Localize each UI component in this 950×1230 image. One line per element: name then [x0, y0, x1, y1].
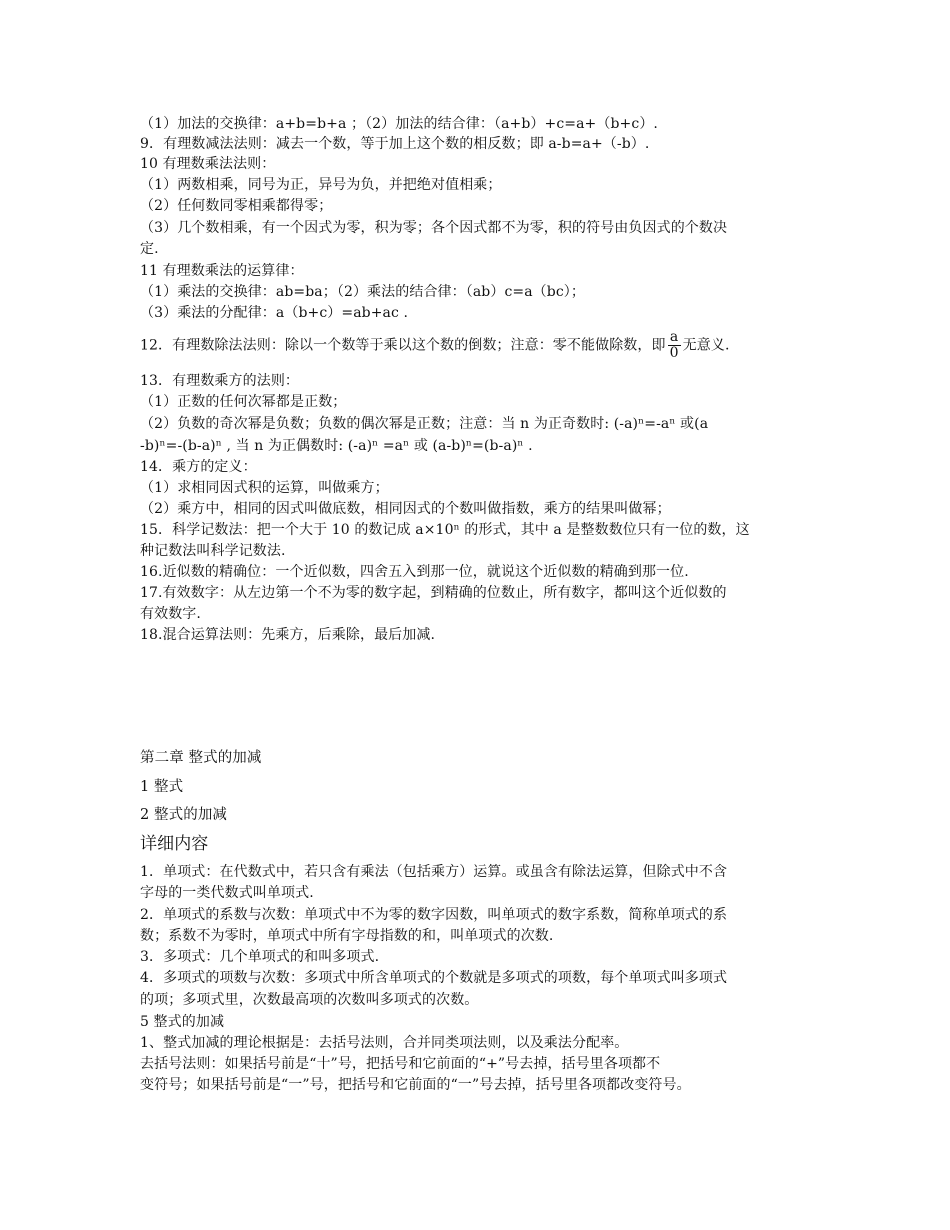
- text-line: 定.: [140, 241, 159, 257]
- text-line: （2）负数的奇次幂是负数；负数的偶次幂是正数；注意：当 n 为正奇数时: (-a)ⁿ=-aⁿ 或(a: [140, 416, 709, 432]
- text-line: （1）正数的任何次幂都是正数；: [140, 394, 347, 410]
- text-line: （1）乘法的交换律：ab=ba；（2）乘法的结合律：（ab）c=a（bc）；: [140, 284, 585, 300]
- text-line: 1．单项式：在代数式中，若只含有乘法（包括乘方）运算。或虽含有除法运算，但除式中不含: [140, 864, 728, 880]
- text-line: 1、整式加减的理论根据是：去括号法则，合并同类项法则，以及乘法分配率。: [140, 1035, 629, 1051]
- text-line: 字母的一类代数式叫单项式.: [140, 885, 314, 901]
- text-line: 4．多项式的项数与次数：多项式中所含单项式的个数就是多项式的项数，每个单项式叫多项式: [140, 970, 728, 986]
- text-line: 11 有理数乘法的运算律：: [140, 263, 304, 279]
- text-line: 变符号；如果括号前是“一”号，把括号和它前面的“一”号去掉，括号里各项都改变符号。: [140, 1077, 691, 1093]
- text-line: 10 有理数乘法法则：: [140, 156, 276, 172]
- outline-item: 1 整式: [140, 779, 184, 795]
- chapter-title: 第二章 整式的加减: [140, 750, 262, 766]
- text-line: 9．有理数减法法则：减去一个数，等于加上这个数的相反数；即 a-b=a+（-b）.: [140, 136, 650, 152]
- text-line: （3）乘法的分配律：a（b+c）=ab+ac .: [140, 305, 409, 321]
- text-line: 14．乘方的定义：: [140, 459, 257, 475]
- fraction-denominator: 0: [669, 345, 679, 361]
- text-line: （3）几个数相乘，有一个因式为零，积为零；各个因式都不为零，积的符号由负因式的个数决: [140, 220, 728, 236]
- division-rule-line: [140, 330, 820, 361]
- text-line: 的项；多项式里，次数最高项的次数叫多项式的次数。: [140, 992, 479, 1008]
- detail-heading: 详细内容: [140, 834, 209, 854]
- text-line: 15．科学记数法：把一个大于 10 的数记成 a×10ⁿ 的形式，其中 a 是整数数位只有一位的数，这: [140, 522, 750, 538]
- text-line: （1）两数相乘，同号为正，异号为负，并把绝对值相乘；: [140, 177, 502, 193]
- text-line: 5 整式的加减: [140, 1014, 225, 1030]
- text-line: 18.混合运算法则：先乘方，后乘除，最后加减.: [140, 627, 436, 643]
- text-line: 2．单项式的系数与次数：单项式中不为零的数字因数，叫单项式的数字系数，简称单项式的系: [140, 907, 728, 923]
- text-line: 数；系数不为零时，单项式中所有字母指数的和，叫单项式的次数.: [140, 928, 554, 944]
- outline-item: 2 整式的加减: [140, 807, 228, 823]
- division-rule-text: 12．有理数除法法则：除以一个数等于乘以这个数的倒数；注意：零不能做除数，即: [140, 337, 666, 354]
- text-line: （1）求相同因式积的运算，叫做乘方；: [140, 480, 389, 496]
- fraction-a-over-zero: [668, 330, 681, 361]
- text-line: 去括号法则：如果括号前是“十”号，把括号和它前面的“+”号去掉，括号里各项都不: [140, 1056, 661, 1072]
- text-line: （2）乘方中，相同的因式叫做底数，相同因式的个数叫做指数，乘方的结果叫做幂；: [140, 501, 671, 517]
- text-line: 种记数法叫科学记数法.: [140, 543, 286, 559]
- text-line: 17.有效数字：从左边第一个不为零的数字起，到精确的位数止，所有数字，都叫这个近似数的: [140, 585, 727, 601]
- text-line: 16.近似数的精确位：一个近似数，四舍五入到那一位，就说这个近似数的精确到那一位.: [140, 564, 689, 580]
- text-line: （1）加法的交换律：a+b=b+a ；（2）加法的结合律：（a+b）+c=a+（b+c）.: [140, 116, 658, 132]
- fraction-numerator: a: [668, 330, 681, 346]
- text-line: （2）任何数同零相乘都得零；: [140, 198, 333, 214]
- text-line: 3．多项式：几个单项式的和叫多项式.: [140, 949, 380, 965]
- text-line: 13．有理数乘方的法则：: [140, 373, 300, 389]
- text-line: 有效数字.: [140, 606, 201, 622]
- division-rule-suffix: 无意义.: [682, 337, 730, 354]
- text-line: -b)ⁿ=-(b-a)ⁿ , 当 n 为正偶数时: (-a)ⁿ =aⁿ 或 (a-b)ⁿ=(b-a)ⁿ .: [140, 438, 533, 454]
